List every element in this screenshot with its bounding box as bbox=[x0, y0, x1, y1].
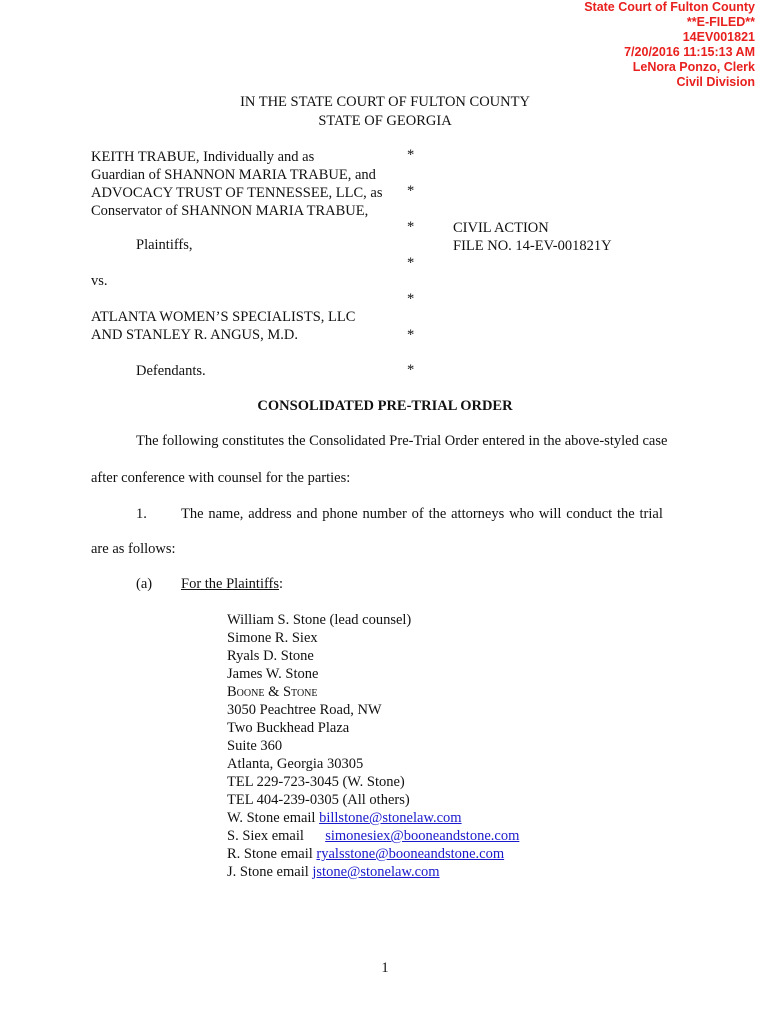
caption-defendants bbox=[91, 308, 355, 344]
email-row bbox=[227, 845, 519, 863]
defendant-line: ATLANTA WOMEN’S SPECIALISTS, LLC bbox=[91, 309, 356, 325]
caption-asterisk: * bbox=[407, 183, 415, 199]
caption-asterisk: * bbox=[407, 327, 415, 343]
counsel-line: Simone R. Siex bbox=[227, 630, 318, 646]
caption-asterisk: * bbox=[407, 219, 415, 235]
caption-asterisk: * bbox=[407, 147, 415, 163]
court-state: STATE OF GEORGIA bbox=[318, 113, 452, 129]
plaintiff-line: KEITH TRABUE, Individually and as bbox=[91, 149, 315, 165]
item-1-continuation: are as follows: bbox=[91, 541, 176, 557]
defendants-label: Defendants. bbox=[136, 363, 206, 379]
plaintiff-line: ADVOCACY TRUST OF TENNESSEE, LLC, as bbox=[91, 185, 383, 201]
counsel-line: James W. Stone bbox=[227, 666, 319, 682]
email-row bbox=[227, 827, 519, 845]
email-link[interactable]: billstone@stonelaw.com bbox=[319, 810, 462, 826]
sub-a-heading: For the Plaintiffs: bbox=[181, 576, 284, 592]
plaintiff-line: Guardian of SHANNON MARIA TRABUE, and bbox=[91, 167, 376, 183]
stamp-timestamp: 7/20/2016 11:15:13 AM bbox=[624, 45, 755, 59]
email-link[interactable]: ryalsstone@booneandstone.com bbox=[316, 846, 505, 862]
item-1-text: The name, address and phone number of the attorneys who will conduct the trial bbox=[181, 506, 663, 522]
order-title: CONSOLIDATED PRE-TRIAL ORDER bbox=[257, 398, 513, 414]
email-link[interactable]: simonesiex@booneandstone.com bbox=[325, 828, 520, 844]
address-line: Two Buckhead Plaza bbox=[227, 720, 350, 736]
stamp-clerk: LeNora Ponzo, Clerk bbox=[632, 60, 755, 74]
address-line: 3050 Peachtree Road, NW bbox=[227, 702, 382, 718]
counsel-line: William S. Stone (lead counsel) bbox=[227, 612, 412, 628]
court-name: IN THE STATE COURT OF FULTON COUNTY bbox=[240, 94, 530, 110]
phone-line: TEL 404-239-0305 (All others) bbox=[227, 792, 410, 808]
firm-name: Boone & Stone bbox=[227, 684, 318, 700]
counsel-line: Ryals D. Stone bbox=[227, 648, 314, 664]
phone-line: TEL 229-723-3045 (W. Stone) bbox=[227, 774, 405, 790]
email-label: S. Siex email bbox=[227, 828, 304, 844]
caption-plaintiffs bbox=[91, 148, 383, 220]
civil-action-label: CIVIL ACTION bbox=[453, 220, 549, 236]
stamp-efiled: **E-FILED** bbox=[686, 15, 755, 29]
email-label: W. Stone email bbox=[227, 810, 316, 826]
defendant-line: AND STANLEY R. ANGUS, M.D. bbox=[91, 327, 298, 343]
plaintiff-line: Conservator of SHANNON MARIA TRABUE, bbox=[91, 203, 369, 219]
page-number: 1 bbox=[381, 960, 389, 976]
intro-line-2: after conference with counsel for the parties: bbox=[91, 470, 351, 486]
email-row bbox=[227, 809, 519, 827]
stamp-division: Civil Division bbox=[676, 75, 755, 89]
stamp-case-number: 14EV001821 bbox=[682, 30, 755, 44]
email-row bbox=[227, 863, 519, 881]
address-line: Atlanta, Georgia 30305 bbox=[227, 756, 364, 772]
intro-line-1: The following constitutes the Consolidated Pre-Trial Order entered in the above-styled case bbox=[136, 433, 668, 449]
email-link[interactable]: jstone@stonelaw.com bbox=[312, 864, 440, 880]
plaintiffs-label: Plaintiffs, bbox=[136, 237, 193, 253]
court-heading bbox=[0, 93, 770, 131]
sub-a-label: (a) bbox=[136, 576, 153, 592]
email-label: J. Stone email bbox=[227, 864, 309, 880]
caption-asterisk: * bbox=[407, 362, 415, 378]
file-number: FILE NO. 14-EV-001821Y bbox=[453, 238, 612, 254]
efiling-stamp bbox=[584, 0, 755, 90]
plaintiff-counsel-block bbox=[227, 611, 519, 881]
email-label: R. Stone email bbox=[227, 846, 313, 862]
address-line: Suite 360 bbox=[227, 738, 283, 754]
caption-asterisk: * bbox=[407, 291, 415, 307]
caption-asterisk: * bbox=[407, 255, 415, 271]
civil-action-block bbox=[453, 219, 612, 255]
item-1-number: 1. bbox=[136, 506, 147, 522]
stamp-court: State Court of Fulton County bbox=[584, 0, 755, 14]
sub-a-heading-text: For the Plaintiffs bbox=[181, 576, 280, 592]
versus: vs. bbox=[91, 273, 108, 289]
